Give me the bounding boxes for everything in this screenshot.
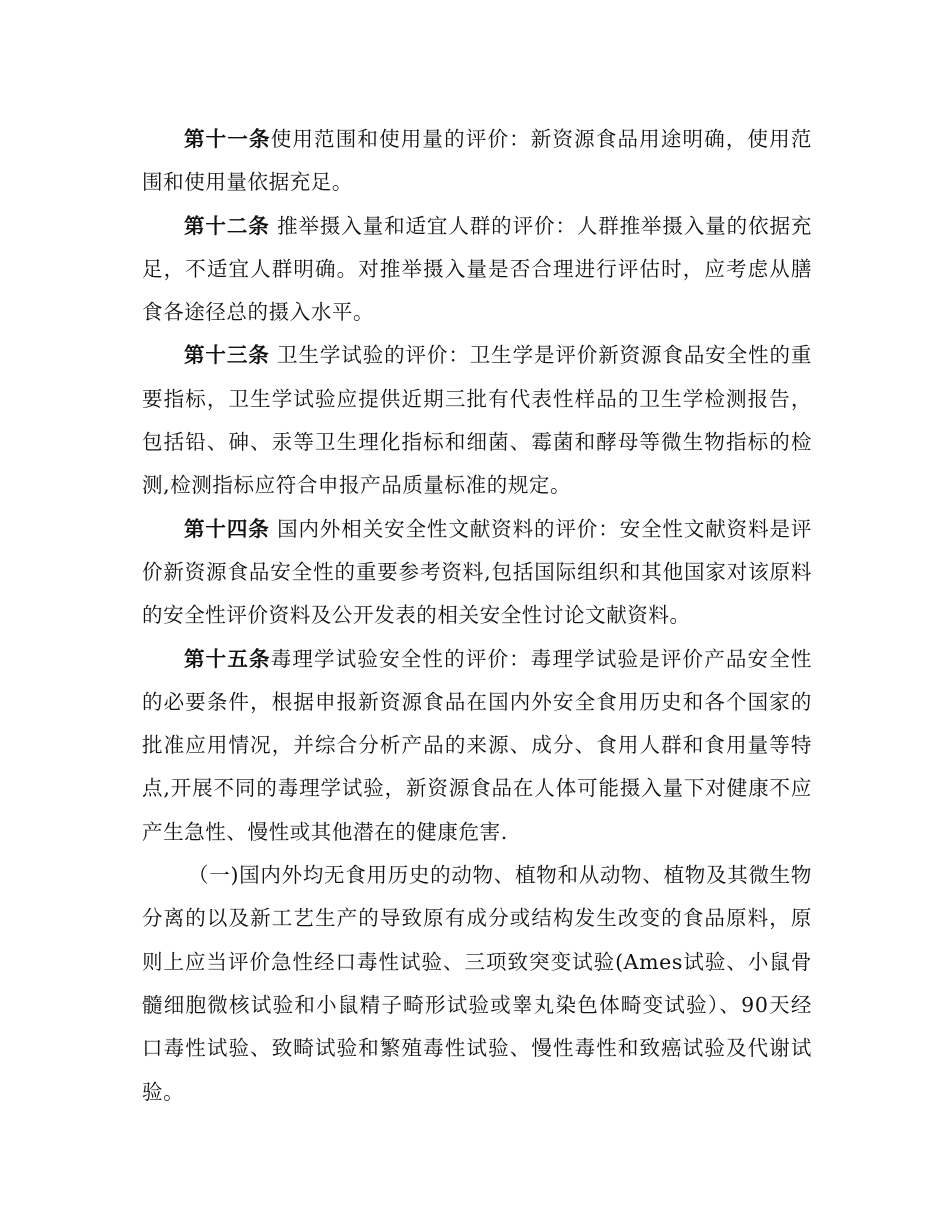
article-14-paragraph (142, 508, 812, 638)
document-body (142, 118, 812, 1114)
article-13-paragraph (142, 334, 812, 507)
article-13-text: 卫生学试验的评价：卫生学是评价新资源食品安全性的重要指标，卫生学试验应提供近期三批有代表性样品的卫生学检测报告，包括铅、砷、汞等卫生理化指标和细菌、霉菌和酵母等微生物指标的检测,检测指标应符合申报产品质量标准的规定。 (142, 343, 812, 498)
article-14-text: 国内外相关安全性文献资料的评价：安全性文献资料是评价新资源食品安全性的重要参考资料,包括国际组织和其他国家对该原料的安全性评价资料及公开发表的相关安全性讨论文献资料。 (142, 516, 812, 628)
article-12-label: 第十二条 (184, 213, 270, 238)
clause-1-text: （一)国内外均无食用历史的动物、植物和从动物、植物及其微生物分离的以及新工艺生产的导致原有成分或结构发生改变的食品原料，原则上应当评价急性经口毒性试验、三项致突变试验(Ames试验、小鼠骨髓细胞微核试验和小鼠精子畸形试验或睾丸染色体畸变试验）、90天经口毒性试验、致畸试验和繁殖毒性试验、慢性毒性和致癌试验及代谢试验。 (142, 863, 812, 1104)
article-14-label: 第十四条 (184, 516, 270, 541)
article-15-label: 第十五条 (184, 646, 271, 671)
article-15-text: 毒理学试验安全性的评价：毒理学试验是评价产品安全性的必要条件，根据申报新资源食品在国内外安全食用历史和各个国家的批准应用情况，并综合分析产品的来源、成分、食用人群和食用量等特点,开展不同的毒理学试验，新资源食品在人体可能摄入量下对健康不应产生急性、慢性或其他潜在的健康危害. (142, 646, 812, 844)
article-12-paragraph (142, 205, 812, 335)
article-13-label: 第十三条 (184, 343, 270, 368)
article-11-paragraph (142, 118, 812, 205)
article-11-text: 使用范围和使用量的评价：新资源食品用途明确，使用范围和使用量依据充足。 (142, 127, 812, 195)
article-12-text: 推举摄入量和适宜人群的评价：人群推举摄入量的依据充足，不适宜人群明确。对推举摄入量是否合理进行评估时，应考虑从膳食各途径总的摄入水平。 (142, 213, 812, 325)
article-15-paragraph (142, 638, 812, 854)
clause-1-paragraph (142, 854, 812, 1114)
article-11-label: 第十一条 (184, 127, 271, 151)
